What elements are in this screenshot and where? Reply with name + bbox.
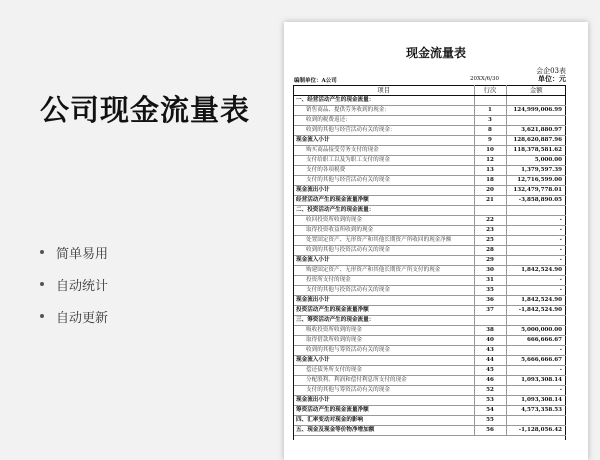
report-date: 20XX/6/30	[470, 76, 500, 82]
row-line-number: 28	[474, 246, 506, 256]
feature-item	[40, 268, 108, 300]
row-line-number: 21	[474, 196, 506, 206]
table-row	[294, 326, 566, 336]
table-row	[294, 276, 566, 286]
row-line-number: 18	[474, 176, 506, 186]
row-line-number: 43	[474, 346, 506, 356]
row-line-number: 25	[474, 236, 506, 246]
row-amount: -	[506, 226, 566, 236]
row-amount: 1,842,524.90	[506, 296, 566, 306]
table-row	[294, 136, 566, 146]
row-item: 收到的其他与筹资活动有关的现金	[294, 346, 474, 356]
row-line-number: 35	[474, 286, 506, 296]
row-line-number: 36	[474, 296, 506, 306]
row-line-number: 37	[474, 306, 506, 316]
row-amount: 666,666.67	[506, 336, 566, 346]
row-item: 支付给职工以及为职工支付的现金	[294, 156, 474, 166]
table-row	[294, 376, 566, 386]
row-amount: 5,666,666.67	[506, 356, 566, 366]
table-row	[294, 366, 566, 376]
row-line-number	[474, 316, 506, 326]
table-row	[294, 256, 566, 266]
row-amount	[506, 206, 566, 216]
row-line-number: 13	[474, 166, 506, 176]
row-line-number	[474, 96, 506, 106]
table-row	[294, 416, 566, 426]
row-amount: 124,999,006.99	[506, 106, 566, 116]
row-item: 收回投资所收到的现金	[294, 216, 474, 226]
row-amount: 12,716,599.00	[506, 176, 566, 186]
promo-title: 公司现金流量表	[40, 93, 251, 127]
table-row	[294, 166, 566, 176]
bullet-icon	[40, 250, 44, 254]
currency-unit: 单位：元	[538, 74, 566, 83]
row-amount: -	[506, 286, 566, 296]
table-row	[294, 406, 566, 416]
row-item: 支付的各项税费	[294, 166, 474, 176]
row-item: 投资所支付的现金	[294, 276, 474, 286]
row-line-number: 3	[474, 116, 506, 126]
row-item: 偿还债务所支付的现金	[294, 366, 474, 376]
table-row	[294, 266, 566, 276]
table-row	[294, 106, 566, 116]
table-row	[294, 336, 566, 346]
table-row	[294, 226, 566, 236]
table-row	[294, 386, 566, 396]
feature-label: 自动统计	[56, 278, 109, 294]
row-item: 投资活动产生的现金流量净额	[294, 306, 474, 316]
table-row	[294, 236, 566, 246]
row-item: 经营活动产生的现金流量净额	[294, 196, 474, 206]
row-amount: -	[506, 246, 566, 256]
row-line-number: 46	[474, 376, 506, 386]
row-amount: 132,479,778.01	[506, 186, 566, 196]
row-line-number: 1	[474, 106, 506, 116]
feature-item	[40, 300, 108, 332]
table-row	[294, 396, 566, 406]
column-header-item: 项目	[294, 86, 474, 96]
table-row	[294, 246, 566, 256]
row-amount: -1,128,056.42	[506, 426, 566, 436]
row-item: 收到的其他与投资活动有关的现金	[294, 246, 474, 256]
form-code: 会企03表	[536, 67, 566, 75]
table-row	[294, 306, 566, 316]
row-item: 现金流出小计	[294, 186, 474, 196]
row-amount: 1,842,524.90	[506, 266, 566, 276]
row-line-number: 31	[474, 276, 506, 286]
table-row	[294, 206, 566, 216]
row-amount	[506, 416, 566, 426]
row-line-number: 40	[474, 336, 506, 346]
row-line-number: 38	[474, 326, 506, 336]
preparer-unit: 编制单位：A公司	[294, 78, 337, 84]
row-amount: 5,000.00	[506, 156, 566, 166]
sheet-title: 现金流量表	[405, 46, 466, 60]
row-item: 处置固定资产、无形资产和其他长期资产所收回的现金净额	[294, 236, 474, 246]
row-amount: 5,000,000.00	[506, 326, 566, 336]
row-line-number: 44	[474, 356, 506, 366]
row-line-number: 54	[474, 406, 506, 416]
row-item: 取得借款所收到的现金	[294, 336, 474, 346]
row-amount: 128,620,887.96	[506, 136, 566, 146]
row-item: 收到的税费返还：	[294, 116, 474, 126]
row-line-number: 23	[474, 226, 506, 236]
row-amount: 3,621,880.97	[506, 126, 566, 136]
row-amount: -	[506, 256, 566, 266]
row-amount: 1,093,308.14	[506, 396, 566, 406]
table-row	[294, 356, 566, 366]
row-item: 现金流入小计	[294, 356, 474, 366]
row-item: 现金流出小计	[294, 296, 474, 306]
row-line-number: 8	[474, 126, 506, 136]
row-line-number: 30	[474, 266, 506, 276]
table-row	[294, 186, 566, 196]
cash-flow-table	[294, 85, 566, 436]
table-row	[294, 216, 566, 226]
row-item: 三、筹资活动产生的现金流量：	[294, 316, 474, 326]
row-line-number: 45	[474, 366, 506, 376]
row-amount: -	[506, 276, 566, 286]
row-item: 二、投资活动产生的现金流量：	[294, 206, 474, 216]
row-item: 支付的其他与经营活动有关的现金	[294, 176, 474, 186]
table-row	[294, 296, 566, 306]
row-item: 收到的其他与经营活动有关的现金：	[294, 126, 474, 136]
table-row	[294, 156, 566, 166]
table-row	[294, 316, 566, 326]
column-header-amount: 金额	[506, 86, 566, 96]
table-header	[294, 86, 566, 96]
table-row	[294, 176, 566, 186]
row-line-number: 53	[474, 396, 506, 406]
row-item: 现金流入小计	[294, 136, 474, 146]
row-line-number: 22	[474, 216, 506, 226]
row-item: 现金流出小计	[294, 396, 474, 406]
table-row	[294, 426, 566, 436]
sheet-meta	[294, 76, 566, 85]
cash-flow-sheet	[284, 22, 588, 460]
row-line-number: 9	[474, 136, 506, 146]
row-line-number: 55	[474, 416, 506, 426]
feature-label: 简单易用	[56, 246, 109, 262]
table-row	[294, 116, 566, 126]
table-row	[294, 126, 566, 136]
row-amount: -	[506, 386, 566, 396]
row-item: 四、汇率变动对现金的影响	[294, 416, 474, 426]
row-amount: 1,379,597.39	[506, 166, 566, 176]
row-amount	[506, 96, 566, 106]
row-amount: -	[506, 236, 566, 246]
row-line-number: 29	[474, 256, 506, 266]
row-amount	[506, 316, 566, 326]
row-item: 购买商品接受劳务支付的现金	[294, 146, 474, 156]
row-item: 取得投资收益所收到的现金	[294, 226, 474, 236]
bullet-icon	[40, 282, 44, 286]
feature-label: 自动更新	[56, 310, 109, 326]
row-item: 吸收投资所收到的现金	[294, 326, 474, 336]
row-amount: -1,842,524.90	[506, 306, 566, 316]
table-row	[294, 146, 566, 156]
row-amount: 1,093,308.14	[506, 376, 566, 386]
row-item: 支付的其他与投资活动有关的现金	[294, 286, 474, 296]
table-row	[294, 346, 566, 356]
row-line-number: 20	[474, 186, 506, 196]
row-item: 五、现金及现金等价物净增加额	[294, 426, 474, 436]
table-row	[294, 96, 566, 106]
row-line-number	[474, 206, 506, 216]
row-amount	[506, 116, 566, 126]
row-item: 购建固定资产、无形资产和其他长期资产所支付的现金	[294, 266, 474, 276]
feature-list	[40, 236, 108, 332]
row-amount: -	[506, 366, 566, 376]
row-line-number: 12	[474, 156, 506, 166]
row-amount: -	[506, 216, 566, 226]
row-amount: -	[506, 346, 566, 356]
table-row	[294, 286, 566, 296]
column-header-line: 行次	[474, 86, 506, 96]
row-amount: 118,378,581.62	[506, 146, 566, 156]
row-item: 现金流入小计	[294, 256, 474, 266]
bullet-icon	[40, 314, 44, 318]
feature-item	[40, 236, 108, 268]
table-row	[294, 196, 566, 206]
row-line-number: 56	[474, 426, 506, 436]
row-item: 筹资活动产生的现金流量净额	[294, 406, 474, 416]
row-line-number: 52	[474, 386, 506, 396]
row-amount: -3,858,890.05	[506, 196, 566, 206]
row-amount: 4,573,358.53	[506, 406, 566, 416]
row-item: 销售商品、提供劳务收到的现金：	[294, 106, 474, 116]
row-line-number: 10	[474, 146, 506, 156]
row-item: 一、经营活动产生的现金流量：	[294, 96, 474, 106]
row-item: 分配股利、利润和偿付利息所支付的现金	[294, 376, 474, 386]
row-item: 支付的其他与筹资活动有关的现金	[294, 386, 474, 396]
